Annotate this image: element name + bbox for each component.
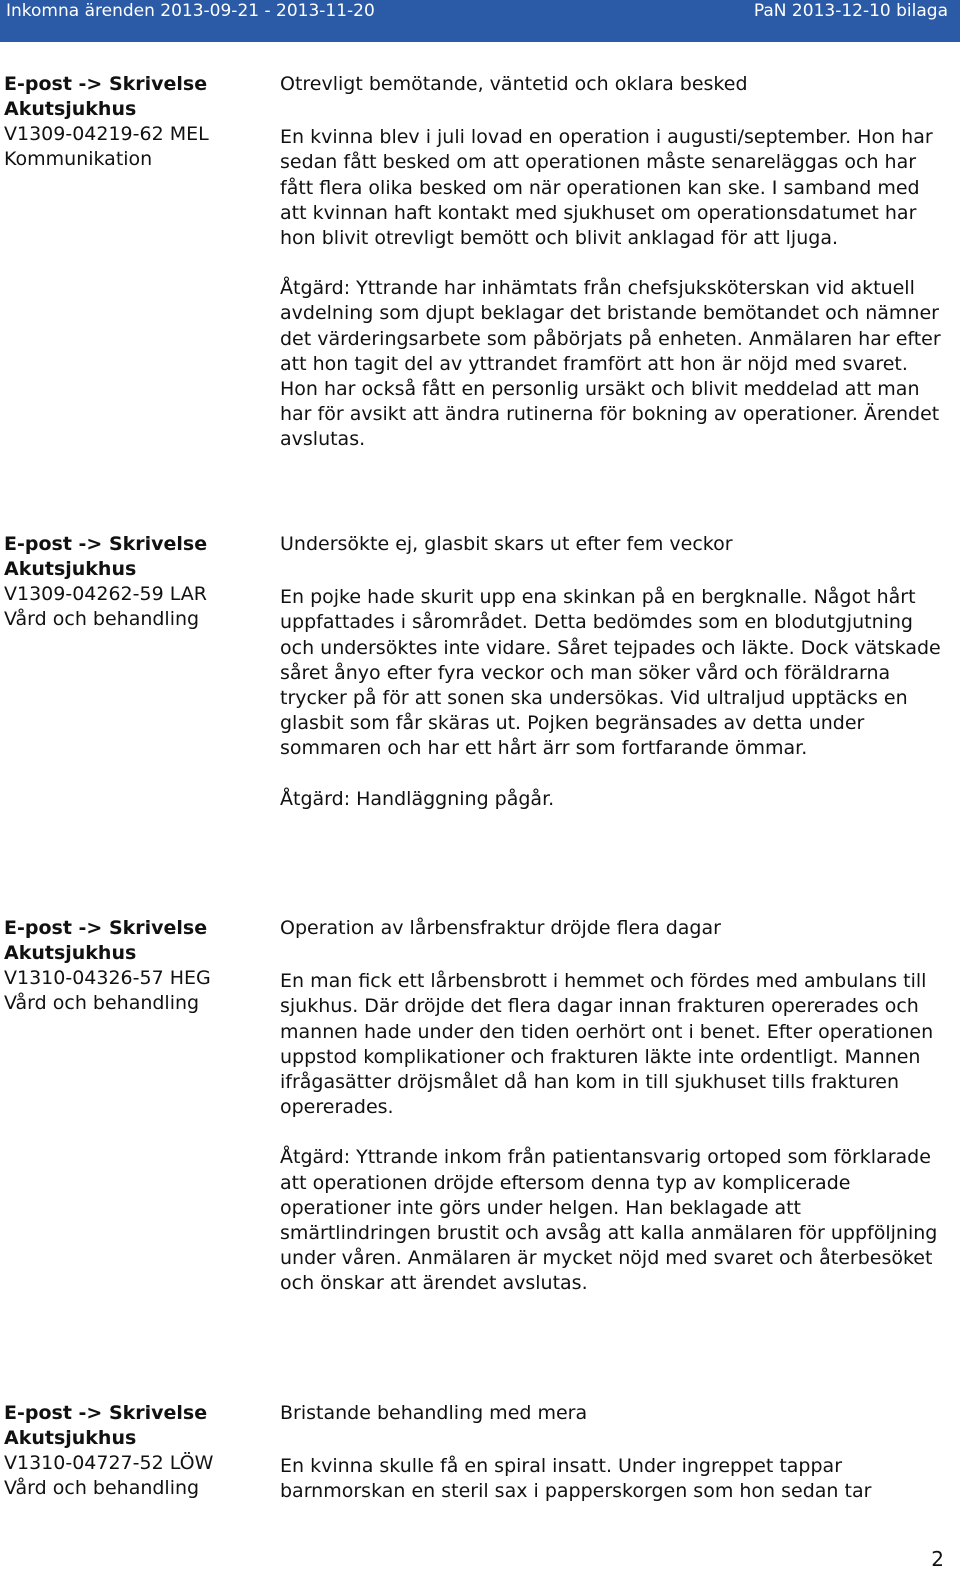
case-org: Akutsjukhus [4, 558, 137, 580]
case-content [280, 916, 950, 1322]
header-title: Inkomna ärenden 2013-09-21 - 2013-11-20 [6, 1, 375, 21]
case-org: Akutsjukhus [4, 1427, 137, 1449]
case-channel: E-post -> Skrivelse [4, 917, 208, 939]
page-header [0, 0, 960, 42]
case-category: Vård och behandling [4, 1477, 200, 1499]
case-category: Vård och behandling [4, 608, 200, 630]
case-title: Otrevligt bemötande, väntetid och oklara besked [280, 73, 748, 95]
header-date: PaN 2013-12-10 bilaga [753, 1, 948, 21]
case-id: V1310-04727-52 LÖW [4, 1452, 214, 1474]
case-meta [4, 72, 264, 172]
case-content [280, 532, 950, 837]
case-id: V1309-04219-62 MEL [4, 123, 209, 145]
page-number: 2 [931, 1547, 944, 1571]
case-description: En kvinna blev i juli lovad en operation i augusti/september. Hon har sedan fått besked om att operationen måste senareläggas och har fått flera olika besked om när operationen kan ske. I samband med att kvinnan haft kontakt med sjukhuset om operationsdatumet har hon blivit otrevligt bemött och blivit anklagad för att ljuga. [280, 126, 933, 250]
case-meta [4, 532, 264, 632]
case-category: Vård och behandling [4, 992, 200, 1014]
case-org: Akutsjukhus [4, 942, 137, 964]
case-description: En man fick ett lårbensbrott i hemmet och fördes med ambulans till sjukhus. Där dröjde det flera dagar innan frakturen opererades och mannen hade under den tiden oerhört ont i benet. Efter operationen uppstod komplikationer och frakturen läkte inte ordentligt. Mannen ifrågasätter dröjsmålet då han kom in till sjukhuset tills frakturen opererades. [280, 970, 934, 1119]
case-category: Kommunikation [4, 148, 153, 170]
case-id: V1310-04326-57 HEG [4, 967, 211, 989]
case-org: Akutsjukhus [4, 98, 137, 120]
case-id: V1309-04262-59 LAR [4, 583, 207, 605]
case-title: Operation av lårbensfraktur dröjde flera dagar [280, 917, 721, 939]
case-action: Åtgärd: Handläggning pågår. [280, 787, 555, 810]
case-title: Bristande behandling med mera [280, 1402, 588, 1424]
case-content [280, 1401, 950, 1530]
case-action: Åtgärd: Yttrande inkom från patientansvarig ortoped som förklarade att operationen dröjde eftersom denna typ av komplicerade operationer inte görs under helgen. Han beklagade att smärtlindringen brustit och avsåg att kalla anmälaren för uppföljning under våren. Anmälaren är mycket nöjd med svaret och återbesöket och önskar att ärendet avslutas. [280, 1146, 938, 1295]
case-title: Undersökte ej, glasbit skars ut efter fem veckor [280, 533, 733, 555]
case-action: Åtgärd: Yttrande har inhämtats från chefsjuksköterskan vid aktuell avdelning som djupt beklagar det bristande bemötandet och nämner det värderingsarbete som påbörjats på enheten. Anmälaren har efter att hon tagit del av yttrandet framfört att hon är nöjd med svaret. Hon har också fått en personlig ursäkt och blivit meddelad att man har för avsikt att ändra rutinerna för bokning av operationer. Ärendet avslutas. [280, 277, 941, 451]
case-content [280, 72, 950, 478]
case-channel: E-post -> Skrivelse [4, 533, 208, 555]
case-description: En pojke hade skurit upp ena skinkan på en bergknalle. Något hårt uppfattades i sårområdet. Detta bedömdes som en blodutgjutning och undersöktes inte vidare. Såret tejpades och läkte. Dock vätskade såret ånyo efter fyra veckor och man söker vård och föräldrarna trycker på för att sonen ska undersökas. Vid ultraljud upptäcks en glasbit som får skäras ut. Pojken begränsades av detta under sommaren och har ett hårt ärr som fortfarande ömmar. [280, 586, 941, 760]
case-channel: E-post -> Skrivelse [4, 73, 208, 95]
case-description: En kvinna skulle få en spiral insatt. Under ingreppet tappar barnmorskan en steril sax i papperskorgen som hon sedan tar [280, 1455, 872, 1503]
case-meta [4, 916, 264, 1016]
case-meta [4, 1401, 264, 1501]
case-channel: E-post -> Skrivelse [4, 1402, 208, 1424]
